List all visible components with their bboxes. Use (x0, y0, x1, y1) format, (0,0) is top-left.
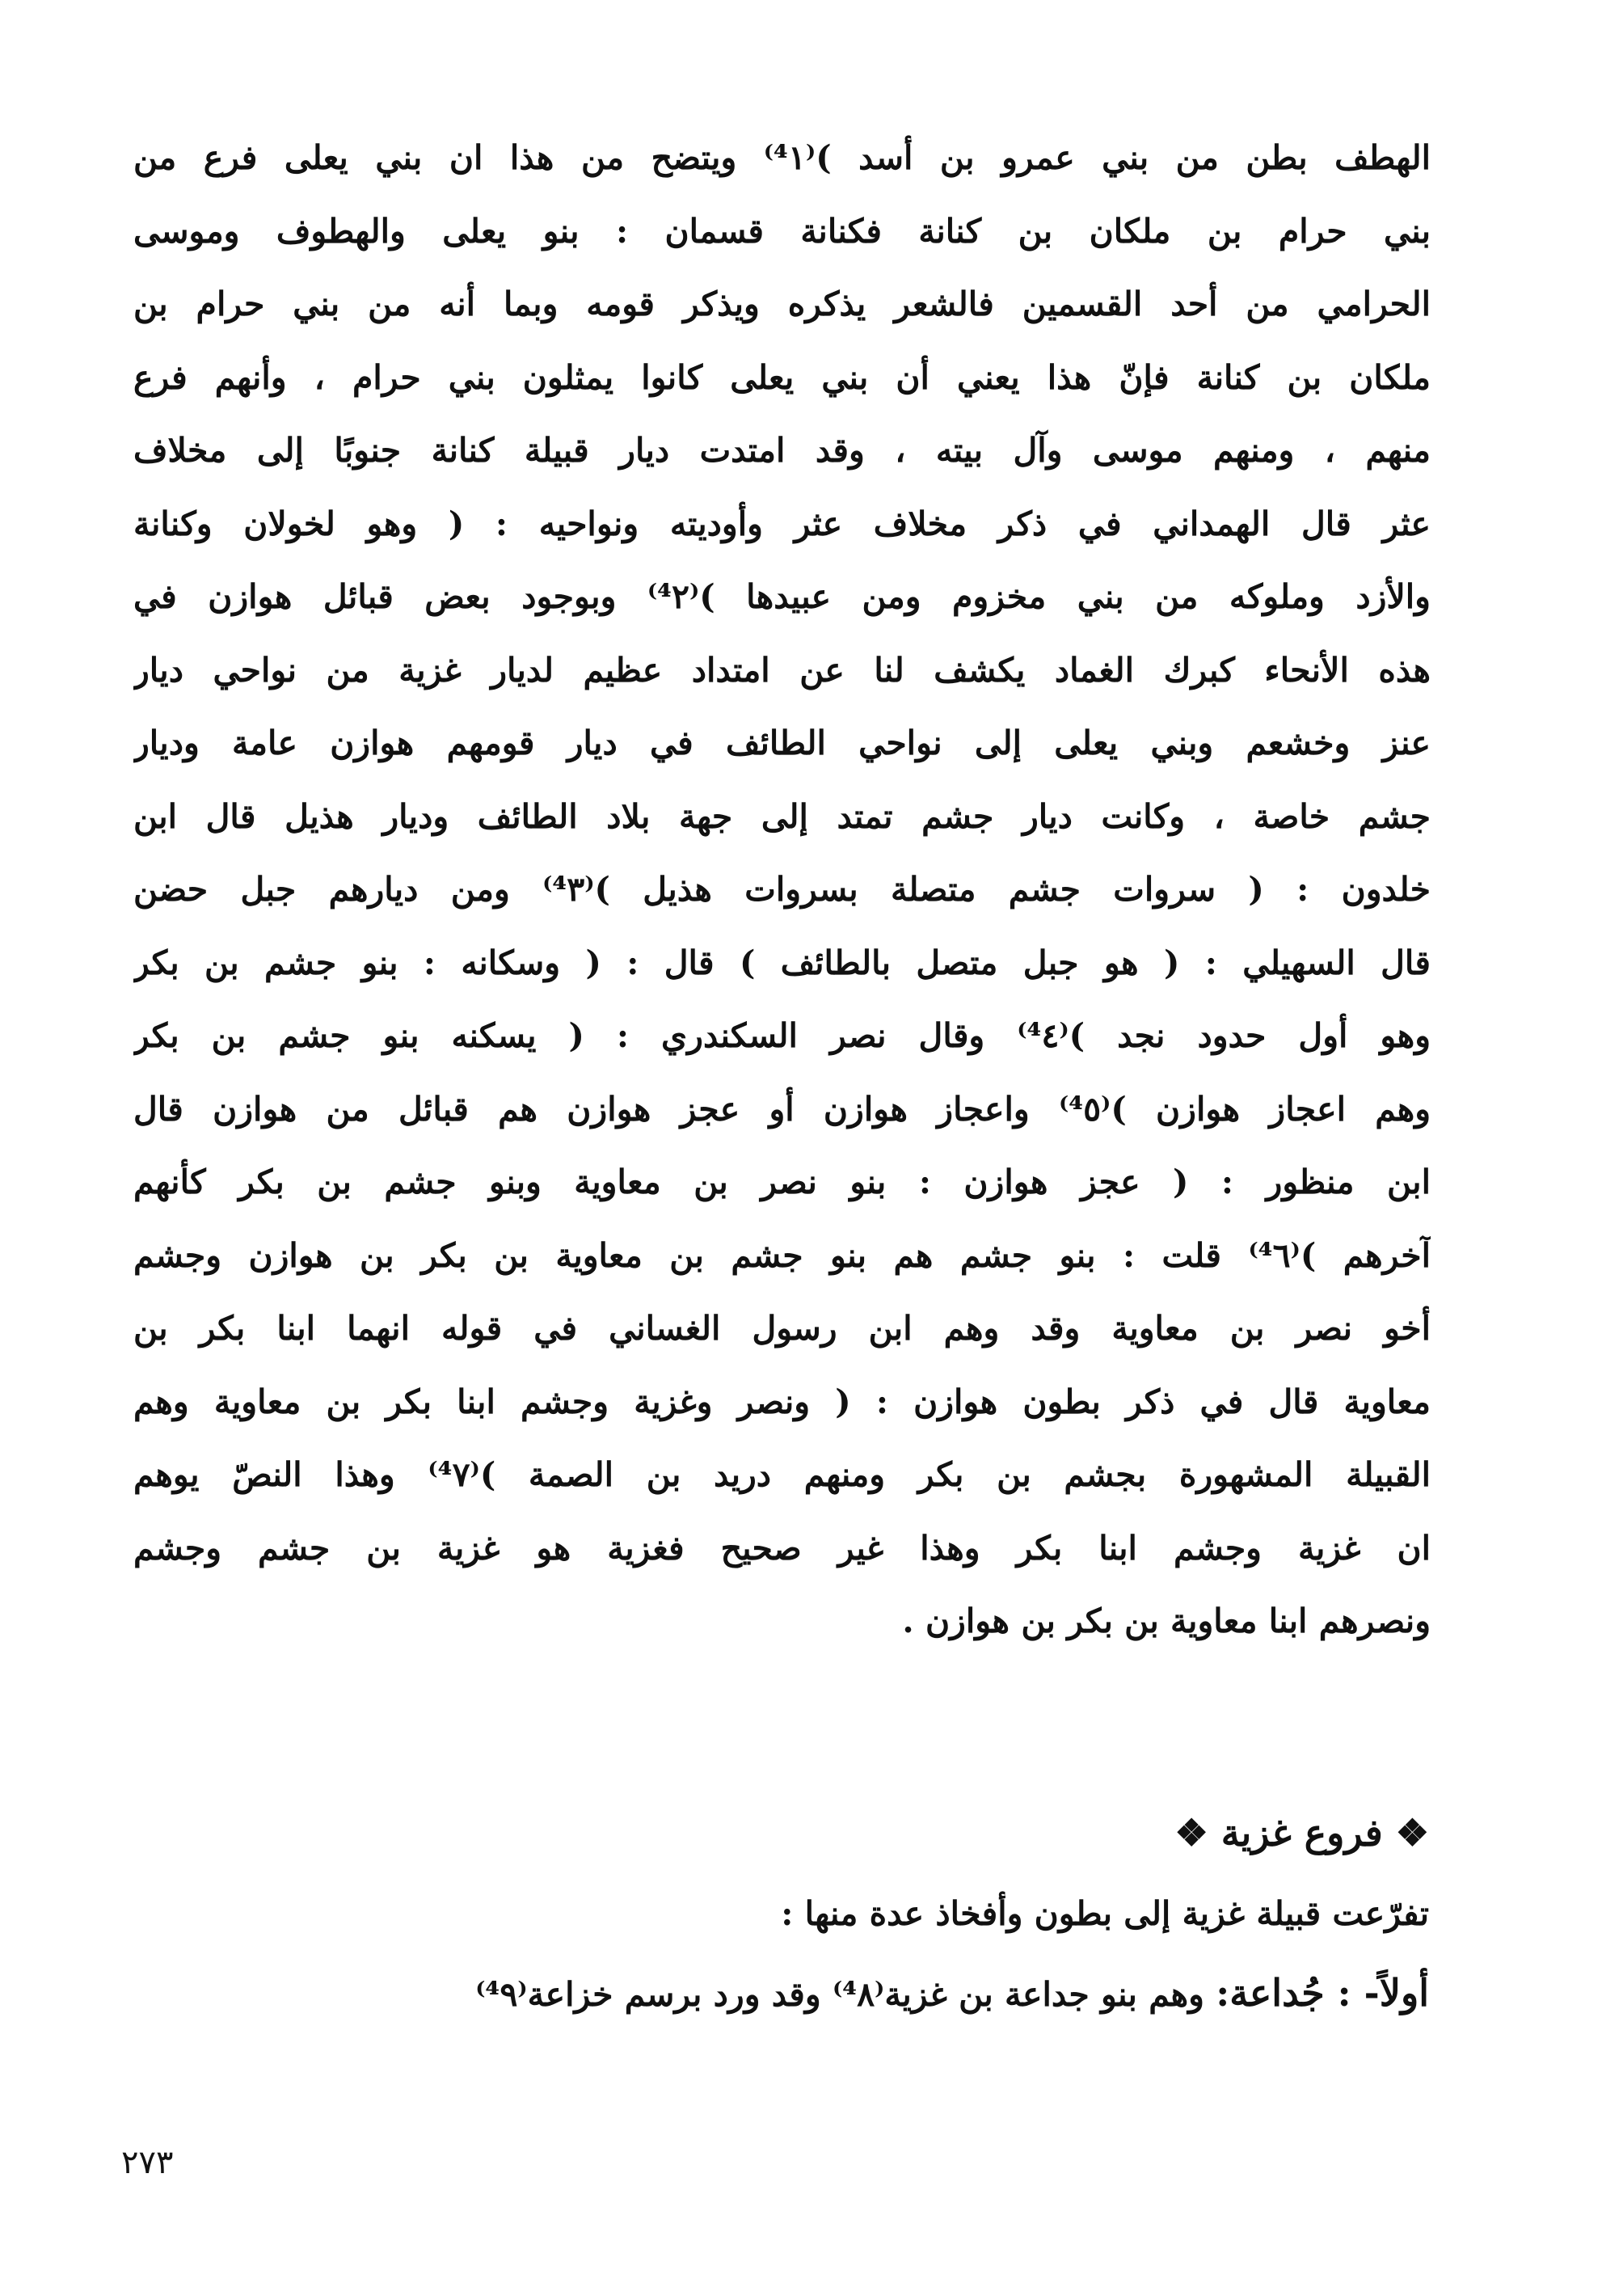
list-item-text: وهم بنو جداعة بن غزية⁽⁴٨⁾ وقد ورد برسم خزاعة⁽⁴٩⁾ (475, 1975, 1204, 2014)
text-line: آخرهم )⁽⁴٦⁾ قلت : بنو جشم هم بنو جشم بن معاوية بن بكر بن هوازن وجشم (133, 1235, 1431, 1275)
text-line: الهطف بطن من بني عمرو بن أسد )⁽⁴١⁾ ويتضح من هذا ان بني يعلى فرع من (133, 138, 1431, 177)
text-line: منهم ، ومنهم موسى وآل بيته ، وقد امتدت ديار قبيلة كنانة جنوبًا إلى مخلاف (133, 431, 1431, 470)
text-line: ان غزية وجشم ابنا بكر وهذا غير صحيح فغزية هو غزية بن جشم وجشم (133, 1528, 1431, 1568)
text-line: بني حرام بن ملكان بن كنانة فكنانة قسمان : بنو يعلى والهطوف وموسى (133, 211, 1431, 251)
text-line: ملكان بن كنانة فإنّ هذا يعني أن بني يعلى كانوا يمثلون بني حرام ، وأنهم فرع (133, 357, 1431, 397)
list-item (192, 1956, 1429, 2029)
page-number: ٢٧٣ (121, 2144, 174, 2181)
list-item-label: أولاً- : جُداعة: (1216, 1971, 1429, 2015)
body-paragraph (133, 121, 1431, 1658)
text-line: جشم خاصة ، وكانت ديار جشم تمتد إلى جهة بلاد الطائف وديار هذيل قال ابن (133, 796, 1431, 836)
section-heading: ❖ فروع غزية ❖ (1174, 1811, 1429, 1855)
text-line: أخو نصر بن معاوية وقد وهم ابن رسول الغساني في قوله انهما ابنا بكر بن (133, 1309, 1431, 1348)
text-line: عثر قال الهمداني في ذكر مخلاف عثر وأوديته ونواحيه : ( وهو لخولان وكنانة (133, 504, 1431, 543)
text-line: القبيلة المشهورة بجشم بن بكر ومنهم دريد بن الصمة )⁽⁴٧⁾ وهذا النصّ يوهم (133, 1455, 1431, 1494)
text-line: ونصرهم ابنا معاوية بن بكر بن هوازن . (902, 1602, 1431, 1640)
section-intro: تفرّعت قبيلة غزية إلى بطون وأفخاذ عدة منها : (781, 1894, 1429, 1933)
text-line: عنز وخشعم وبني يعلى إلى نواحي الطائف في ديار قومهم هوازن عامة وديار (133, 724, 1431, 762)
text-line: هذه الأنحاء كبرك الغماد يكشف لنا عن امتداد عظيم لديار غزية من نواحي ديار (133, 650, 1431, 690)
text-line: والأزد وملوكه من بني مخزوم ومن عبيدها )⁽⁴٢⁾ وبوجود بعض قبائل هوازن في (133, 577, 1431, 616)
text-line: قال السهيلي : ( هو جبل متصل بالطائف ) قال : ( وسكانه : بنو جشم بن بكر (133, 943, 1431, 982)
text-line: معاوية قال في ذكر بطون هوازن : ( ونصر وغزية وجشم ابنا بكر بن معاوية وهم (133, 1382, 1431, 1421)
text-line: وهو أول حدود نجد )⁽⁴٤⁾ وقال نصر السكندري : ( يسكنه بنو جشم بن بكر (133, 1016, 1431, 1055)
text-line: وهم اعجاز هوازن )⁽⁴٥⁾ واعجاز هوازن أو عجز هوازن هم قبائل من هوازن قال (133, 1089, 1431, 1129)
text-line: خلدون : ( سروات جشم متصلة بسروات هذيل )⁽⁴٣⁾ ومن ديارهم جبل حضن (133, 870, 1431, 909)
text-line: ابن منظور : ( عجز هوازن : بنو نصر بن معاوية وبنو جشم بن بكر كأنهم (133, 1163, 1431, 1201)
text-line: الحرامي من أحد القسمين فالشعر يذكره ويذكر قومه وبما أنه من بني حرام بن (133, 285, 1431, 323)
